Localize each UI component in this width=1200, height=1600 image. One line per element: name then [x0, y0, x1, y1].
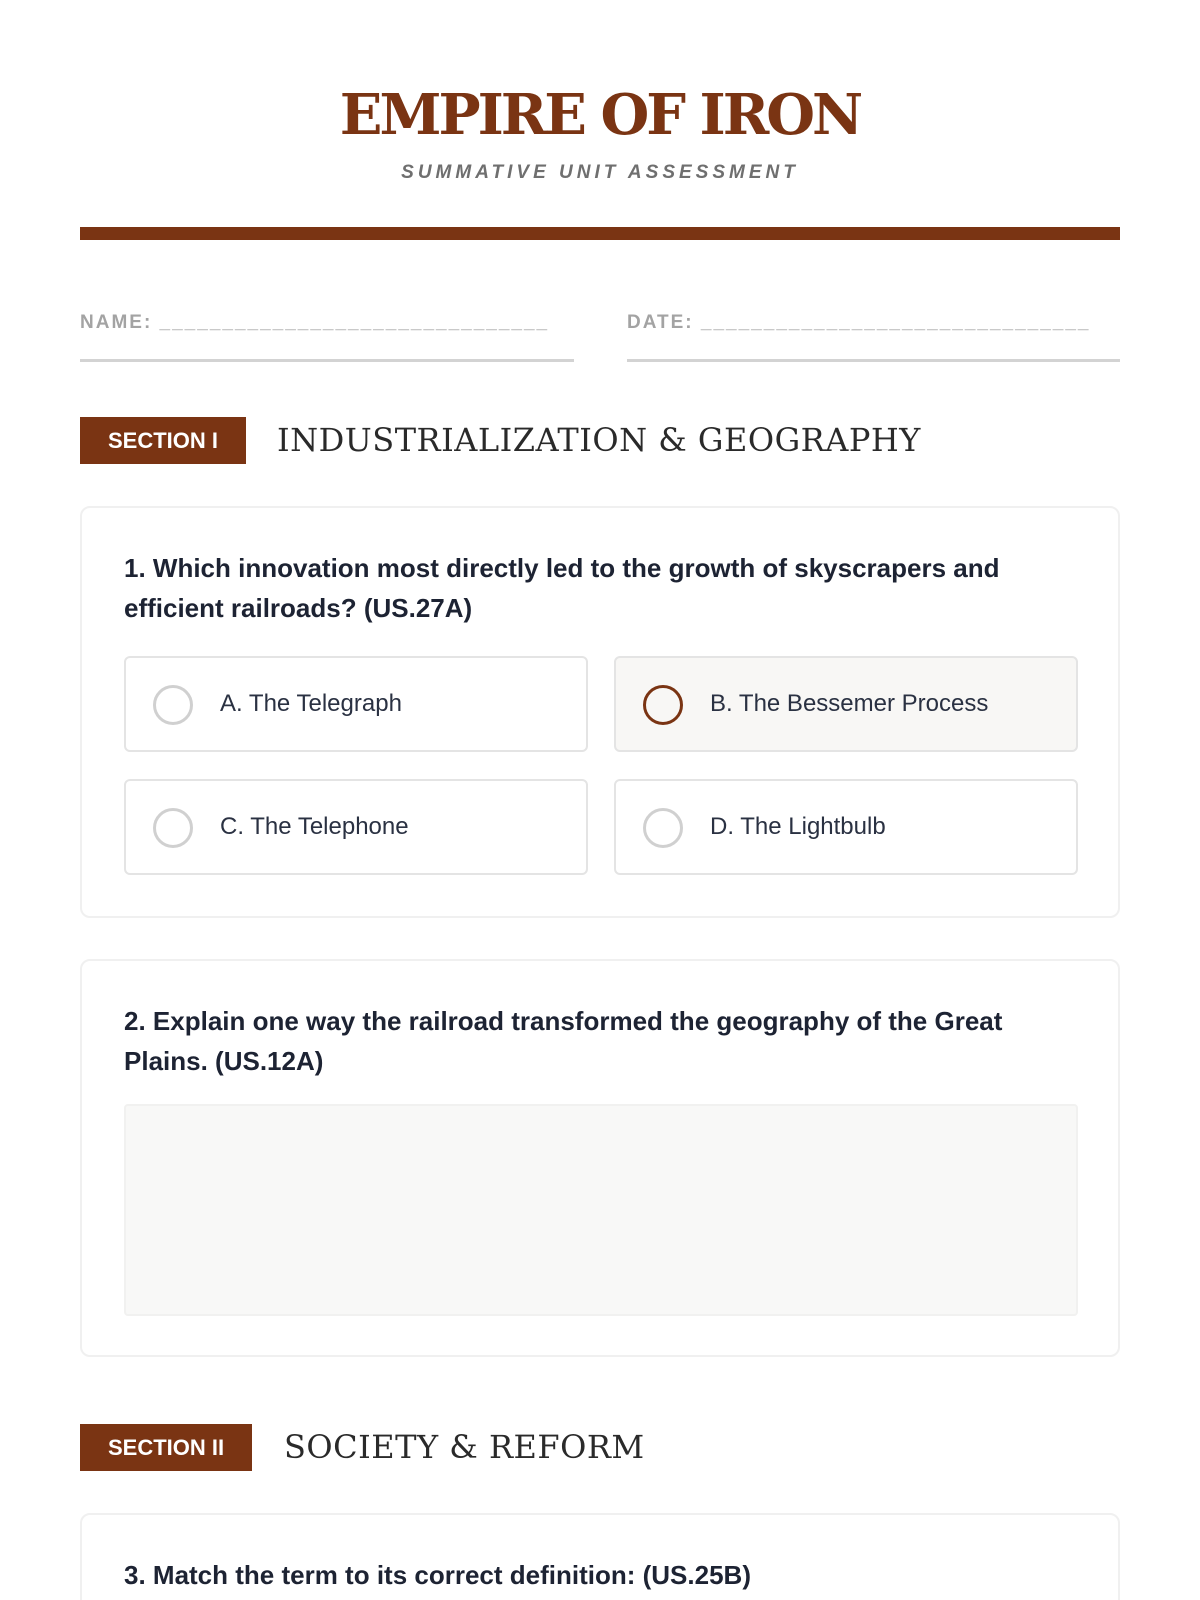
radio-button[interactable]	[643, 808, 683, 848]
header-divider	[80, 227, 1120, 240]
option-d[interactable]	[614, 779, 1078, 875]
option-label: D. The Lightbulb	[710, 813, 886, 840]
section-title: INDUSTRIALIZATION & GEOGRAPHY	[277, 421, 921, 459]
radio-button[interactable]	[153, 808, 193, 848]
date-field[interactable]: DATE: _______________________________	[627, 312, 1120, 362]
page-title: EMPIRE OF IRON	[339, 82, 861, 148]
option-b[interactable]	[614, 656, 1078, 752]
question-text: 3. Match the term to its correct definition: (US.25B)	[124, 1560, 751, 1590]
section-badge: SECTION I	[80, 417, 246, 464]
option-label: B. The Bessemer Process	[710, 690, 989, 717]
name-field[interactable]: NAME: _______________________________	[80, 312, 574, 362]
question-card-1	[80, 506, 1120, 918]
section-badge: SECTION II	[80, 1424, 252, 1471]
question-card-3	[80, 1513, 1120, 1600]
question-card-2	[80, 959, 1120, 1357]
radio-button-selected[interactable]	[643, 685, 683, 725]
option-label: C. The Telephone	[220, 813, 409, 840]
option-a[interactable]	[124, 656, 588, 752]
question-text: 2. Explain one way the railroad transformed the geography of the Great Plains. (US.12A)	[124, 1006, 1003, 1076]
question-text: 1. Which innovation most directly led to the growth of skyscrapers and efficient railroads? (US.27A)	[124, 553, 1000, 623]
option-c[interactable]	[124, 779, 588, 875]
page-subtitle: SUMMATIVE UNIT ASSESSMENT	[401, 162, 799, 183]
option-label: A. The Telegraph	[220, 690, 402, 717]
radio-button[interactable]	[153, 685, 193, 725]
section-title: SOCIETY & REFORM	[284, 1428, 645, 1466]
answer-textarea[interactable]	[124, 1104, 1078, 1316]
